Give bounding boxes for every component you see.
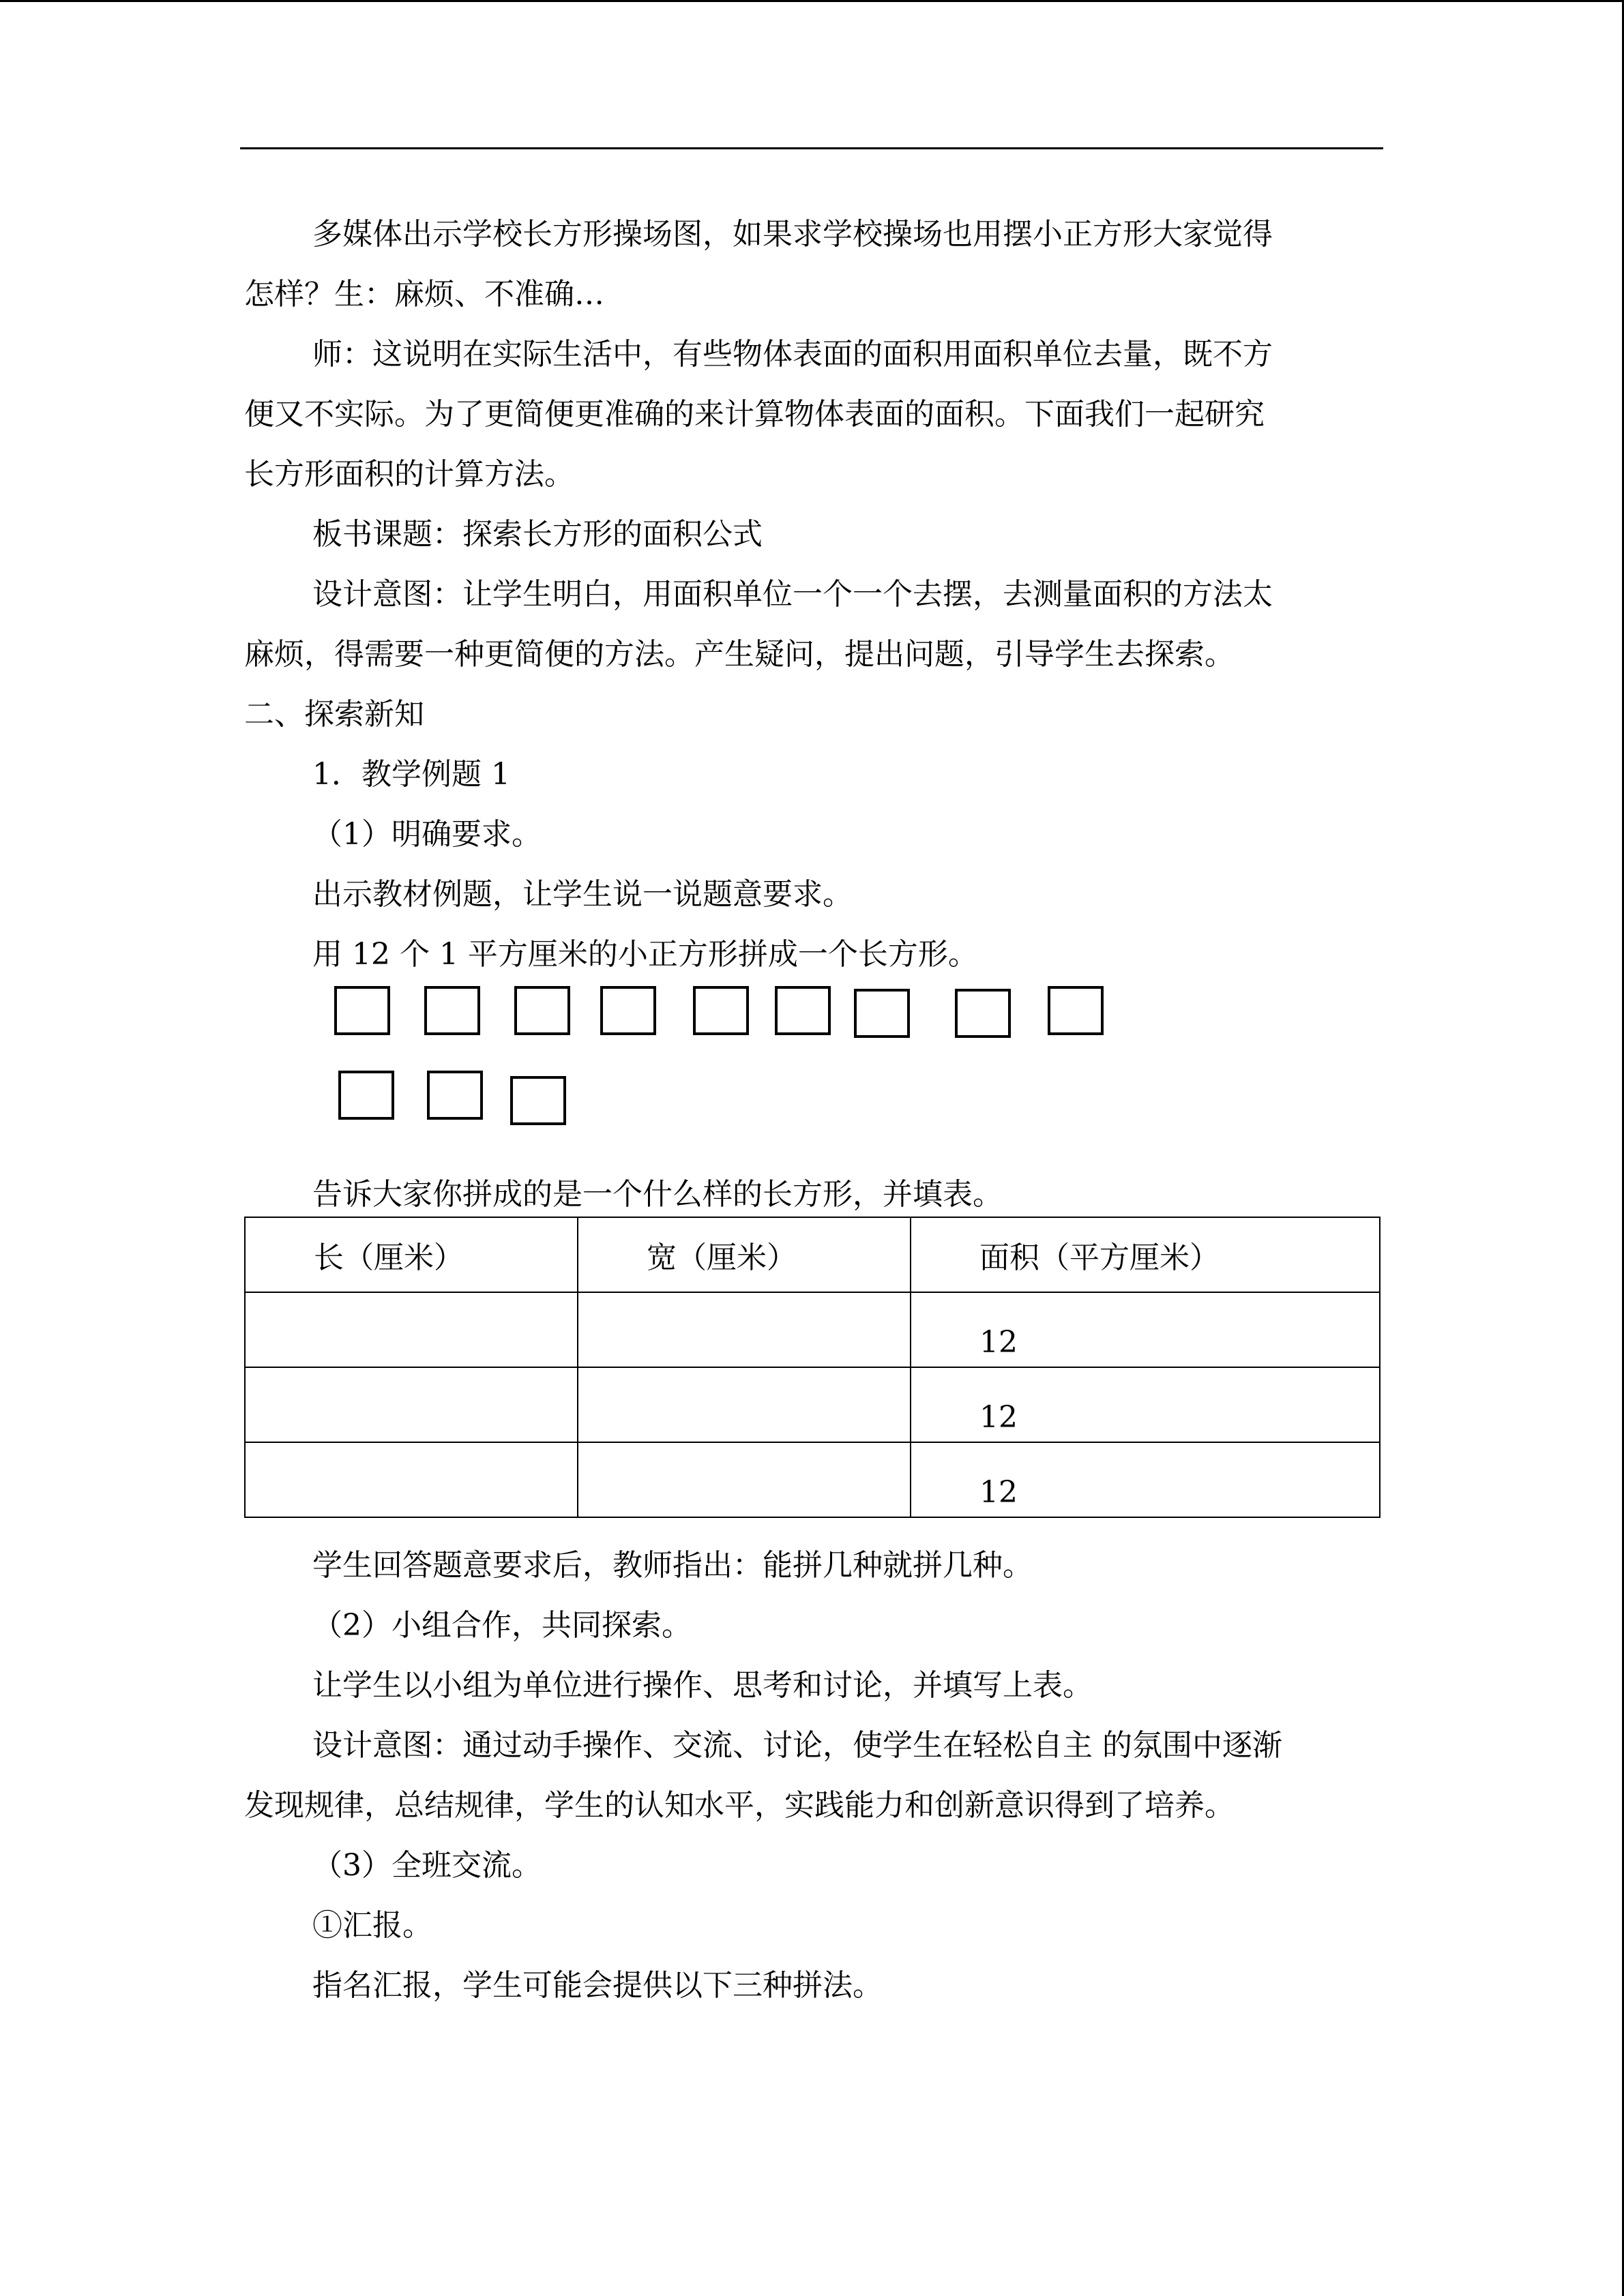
section-heading: 二、探索新知 bbox=[244, 697, 424, 732]
unit-square bbox=[510, 1076, 566, 1125]
paragraph-line: 用 12 个 1 平方厘米的小正方形拼成一个长方形。 bbox=[312, 937, 978, 972]
paragraph-line: 怎样？生：麻烦、不准确… bbox=[244, 277, 604, 312]
table-row bbox=[245, 1367, 1380, 1442]
paragraph-line: ①汇报。 bbox=[312, 1908, 432, 1943]
paragraph-line: 便又不实际。为了更简便更准确的来计算物体表面的面积。下面我们一起研究 bbox=[244, 397, 1265, 432]
paragraph-line: 麻烦，得需要一种更简便的方法。产生疑问，提出问题，引导学生去探索。 bbox=[244, 637, 1235, 672]
table-header-cell: 面积（平方厘米） bbox=[911, 1217, 1380, 1292]
table-cell bbox=[578, 1442, 911, 1517]
page-border-top bbox=[0, 0, 1624, 2]
paragraph-line: 师：这说明在实际生活中，有些物体表面的面积用面积单位去量，既不方 bbox=[312, 337, 1273, 372]
unit-square bbox=[514, 986, 570, 1035]
table-header-cell: 宽（厘米） bbox=[578, 1217, 911, 1292]
paragraph-line: 发现规律，总结规律，学生的认知水平，实践能力和创新意识得到了培养。 bbox=[244, 1788, 1235, 1823]
paragraph-line: 告诉大家你拼成的是一个什么样的长方形，并填表。 bbox=[312, 1177, 1003, 1212]
table-row bbox=[245, 1292, 1380, 1367]
unit-square bbox=[1048, 986, 1104, 1035]
area-table bbox=[244, 1217, 1381, 1518]
paragraph-line: 让学生以小组为单位进行操作、思考和讨论，并填写上表。 bbox=[312, 1668, 1093, 1703]
unit-square bbox=[338, 1071, 394, 1120]
unit-square bbox=[775, 986, 831, 1035]
table-cell: 12 bbox=[911, 1442, 1380, 1517]
paragraph-line: 设计意图：通过动手操作、交流、讨论，使学生在轻松自主 的氛围中逐渐 bbox=[312, 1728, 1282, 1763]
table-cell bbox=[245, 1292, 578, 1367]
paragraph-line: 指名汇报，学生可能会提供以下三种拼法。 bbox=[312, 1968, 883, 2003]
paragraph-line: 板书课题：探索长方形的面积公式 bbox=[312, 517, 763, 552]
unit-square bbox=[600, 986, 656, 1035]
paragraph-line: 多媒体出示学校长方形操场图，如果求学校操场也用摆小正方形大家觉得 bbox=[312, 217, 1273, 252]
unit-square bbox=[854, 989, 910, 1038]
unit-square bbox=[427, 1071, 483, 1120]
sub-heading: （2）小组合作，共同探索。 bbox=[312, 1608, 692, 1643]
table-cell: 12 bbox=[911, 1292, 1380, 1367]
unit-square bbox=[955, 989, 1011, 1038]
table-header-cell: 长（厘米） bbox=[245, 1217, 578, 1292]
table-cell bbox=[245, 1442, 578, 1517]
example-heading: 1．教学例题 1 bbox=[312, 757, 510, 792]
table-cell: 12 bbox=[911, 1367, 1380, 1442]
unit-square bbox=[693, 986, 749, 1035]
paragraph-line: 长方形面积的计算方法。 bbox=[244, 457, 574, 492]
table-cell bbox=[245, 1367, 578, 1442]
table-row bbox=[245, 1442, 1380, 1517]
header-rule bbox=[240, 147, 1383, 149]
unit-square bbox=[334, 986, 390, 1035]
table-cell bbox=[578, 1292, 911, 1367]
sub-heading: （1）明确要求。 bbox=[312, 817, 542, 852]
paragraph-line: 出示教材例题，让学生说一说题意要求。 bbox=[312, 877, 853, 912]
unit-square bbox=[424, 986, 480, 1035]
table-header-row bbox=[245, 1217, 1380, 1292]
paragraph-line: 设计意图：让学生明白，用面积单位一个一个去摆，去测量面积的方法太 bbox=[312, 577, 1273, 612]
sub-heading: （3）全班交流。 bbox=[312, 1848, 542, 1883]
table-cell bbox=[578, 1367, 911, 1442]
paragraph-line: 学生回答题意要求后，教师指出：能拼几种就拼几种。 bbox=[312, 1548, 1033, 1583]
